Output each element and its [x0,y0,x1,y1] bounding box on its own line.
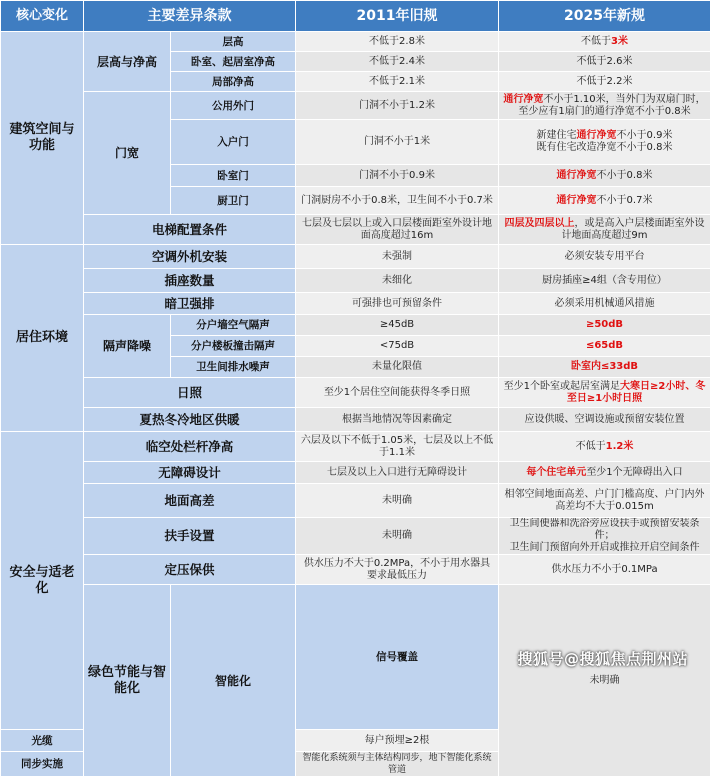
highlight-text: 通行净宽 [557,170,597,181]
row-label: 分户墙空气隔声 [171,315,296,336]
new-value: 相邻空间地面高差、户门门槛高度、户门内外高差均不大于0.015m [499,484,710,518]
old-value: 未强制 [296,245,499,269]
table-row [1,92,710,120]
new-text: 不小于1.10米，当外门为双扇门时，至少应有1扇门的通行净宽不小于0.8米 [518,94,705,117]
highlight-text: 通行净宽 [577,130,617,141]
row-label: 插座数量 [84,269,296,293]
highlight-text: 3米 [611,36,628,47]
header-category: 核心变化 [1,1,84,32]
old-value: ≥45dB [296,315,499,336]
table-row [1,315,710,336]
row-label: 卧室门 [171,165,296,187]
row-label: 局部净高 [171,72,296,92]
table-row [1,378,710,408]
highlight-text: 通行净宽 [557,195,597,206]
new-value [499,165,710,187]
table-row [1,245,710,269]
new-value: 不低于2.2米 [499,72,710,92]
new-value [499,432,710,462]
row-label: 层高 [171,32,296,52]
new-text: 新建住宅 [537,130,577,141]
old-value: 门洞厨房不小于0.8米，卫生间不小于0.7米 [296,187,499,215]
row-label: 信号覆盖 [296,585,499,730]
old-value: 未明确 [296,484,499,518]
new-value: ≥50dB [499,315,710,336]
row-label: 入户门 [171,120,296,165]
row-label: 夏热冬冷地区供暖 [84,408,296,432]
old-value: 七层及以上入口进行无障碍设计 [296,462,499,484]
new-value: 智能化系统须与主体结构同步，地下智能化系统管道 [296,752,499,777]
old-value: 未细化 [296,269,499,293]
subgroup-height: 层高与净高 [84,32,171,92]
subgroup-smart: 智能化 [171,585,296,777]
old-value: 可强排也可预留条件 [296,293,499,315]
new-value [499,215,710,245]
row-label: 电梯配置条件 [84,215,296,245]
row-label: 临空处栏杆净高 [84,432,296,462]
highlight-text: 大寒日≥2小时、冬至日≥1小时日照 [567,381,706,404]
old-value: 门洞不小于0.9米 [296,165,499,187]
table-row [1,408,710,432]
subgroup-door: 门宽 [84,92,171,215]
watermark: 搜狐号@搜狐焦点荆州站 [517,648,688,669]
new-value: ≤65dB [499,336,710,357]
new-value [499,92,710,120]
new-text: 不小于0.7米 [597,195,653,206]
new-value: 厨房插座≥4组（含专用位） [499,269,710,293]
group-green-smart: 绿色节能与智能化 [84,585,171,777]
old-value: 未量化限值 [296,357,499,378]
old-value: 七层及七层以上或入口层楼面距室外设计地面高度超过16m [296,215,499,245]
table-row [1,293,710,315]
new-text: 不低于 [576,441,606,452]
new-value [499,187,710,215]
table-row [1,215,710,245]
new-text: 不小于0.8米 [597,170,653,181]
row-label: 暗卫强排 [84,293,296,315]
highlight-text: 四层及四层以上 [505,218,575,229]
old-value: 门洞不小于1米 [296,120,499,165]
row-label: 公用外门 [171,92,296,120]
old-value: 六层及以下不低于1.05米，七层及以上不低于1.1米 [296,432,499,462]
old-value: 根据当地情况等因素确定 [296,408,499,432]
table-row [1,555,710,585]
row-label: 空调外机安装 [84,245,296,269]
new-text: ，或是高入户层楼面距室外设计地面高度超过9m [561,218,704,241]
new-value: 每户预埋≥2根 [296,730,499,752]
row-label: 日照 [84,378,296,408]
old-value: 不低于2.8米 [296,32,499,52]
new-text: 至少1个卧室或起居室满足 [504,381,620,392]
new-value [499,120,710,165]
table-row [1,484,710,518]
new-value [499,518,710,555]
old-value: 供水压力不大于0.2MPa，不小于用水器具要求最低压力 [296,555,499,585]
new-value [499,32,710,52]
subgroup-sound: 隔声降噪 [84,315,171,378]
old-value: 门洞不小于1.2米 [296,92,499,120]
new-value: 不低于2.6米 [499,52,710,72]
highlight-text: 每个住宅单元 [526,467,586,478]
row-label: 厨卫门 [171,187,296,215]
new-value: 必须采用机械通风措施 [499,293,710,315]
new-text: 既有住宅改造净宽不小于0.8米 [537,142,673,153]
header-new: 2025年新规 [499,1,710,32]
new-text: 不小于0.9米 [617,130,673,141]
row-label: 光缆 [1,730,84,752]
header-old: 2011年旧规 [296,1,499,32]
row-label: 分户楼板撞击隔声 [171,336,296,357]
row-label: 卧室、起居室净高 [171,52,296,72]
table-row [1,269,710,293]
new-value [499,462,710,484]
row-label: 同步实施 [1,752,84,777]
group-building-space: 建筑空间与功能 [1,32,84,245]
row-label: 无障碍设计 [84,462,296,484]
new-value: 应设供暖、空调设施或预留安装位置 [499,408,710,432]
table-header [1,1,710,32]
old-value: 不低于2.4米 [296,52,499,72]
new-text: 不低于 [581,36,611,47]
header-items: 主要差异条款 [84,1,296,32]
new-value: 必须安装专用平台 [499,245,710,269]
old-value: 不低于2.1米 [296,72,499,92]
row-label: 地面高差 [84,484,296,518]
highlight-text: 1.2米 [606,441,634,452]
row-label: 卫生间排水噪声 [171,357,296,378]
new-text: 卫生间门预留向外开启或推拉开启空间条件 [510,542,700,553]
old-value: 至少1个居住空间能获得冬季日照 [296,378,499,408]
old-value: <75dB [296,336,499,357]
table-row [1,462,710,484]
row-label: 扶手设置 [84,518,296,555]
new-value [499,378,710,408]
new-value: 卧室内≤33dB [499,357,710,378]
new-value: 供水压力不小于0.1MPa [499,555,710,585]
table-row [1,518,710,555]
highlight-text: 通行净宽 [503,94,543,105]
new-text: 至少1个无障碍出入口 [586,467,682,478]
old-value: 未明确 [499,585,710,777]
new-text: 卫生间便器和洗浴旁应设扶手或预留安装条件； [510,518,700,541]
old-value: 未明确 [296,518,499,555]
row-label: 定压保供 [84,555,296,585]
table-row [1,32,710,52]
group-living-environment: 居住环境 [1,245,84,432]
table-row [1,432,710,462]
group-safety-aging: 安全与适老化 [1,432,84,730]
